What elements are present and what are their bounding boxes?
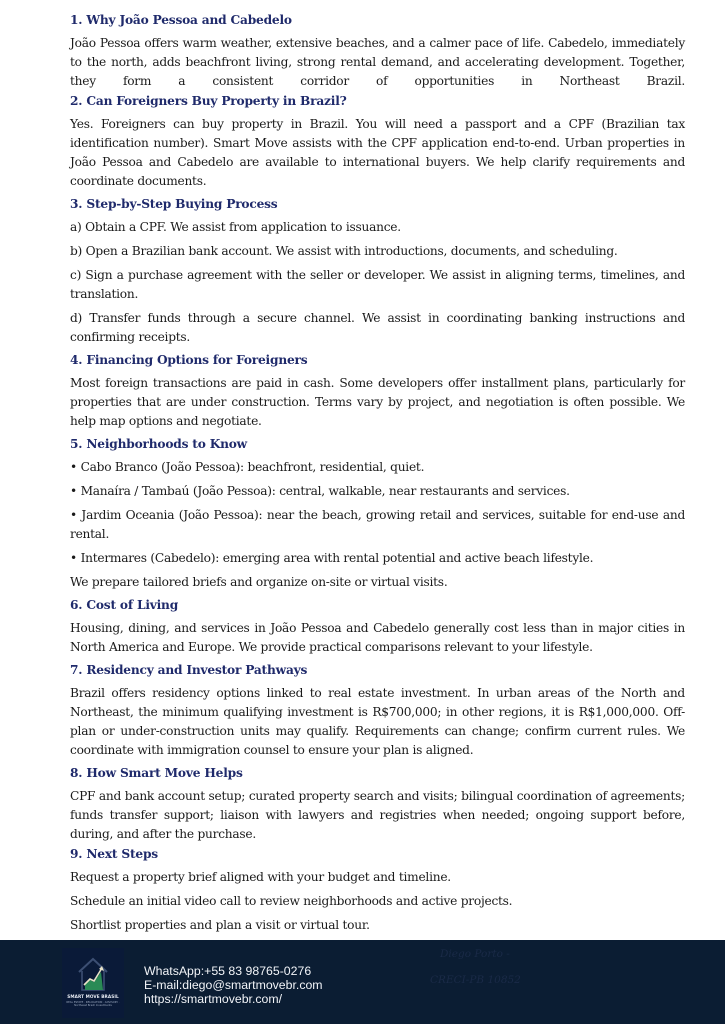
step-item: d) Transfer funds through a secure channel. We assist in coordinating banking instructions and confirming receipts. [70,311,685,344]
step-item: b) Open a Brazilian bank account. We assist with introductions, documents, and scheduling. [70,244,618,258]
section-heading: 5. Neighborhoods to Know [70,437,247,451]
agent-info [430,948,521,986]
section-why-joao-pessoa [70,12,685,91]
next-step-item: Shortlist properties and plan a visit or virtual tour. [70,918,370,932]
section-cost-of-living [70,597,685,657]
logo-tagline: REAL ESTATE · RELOCATION · ADVISORY · Northeast Brazil Investments [66,1001,120,1008]
agent-license: CRECI-PB 10852 [430,974,521,986]
section-paragraph: Yes. Foreigners can buy property in Brazil. You will need a passport and a CPF (Brazilian tax identification number). Smart Move assists with the CPF application end-to-end. Urban properties in João Pessoa and Cabedelo are available to international buyers. We help clarify requirements and coordinate documents. [70,117,685,188]
footer [0,940,725,1024]
section-paragraph: Housing, dining, and services in João Pessoa and Cabedelo generally cost less than in major cities in North America and Europe. We provide practical comparisons relevant to your lifestyle. [70,621,685,654]
neighborhood-item: • Intermares (Cabedelo): emerging area with rental potential and active beach lifestyle. [70,551,594,565]
agent-name: Diego Porto - [440,948,510,960]
section-residency [70,662,685,760]
neighborhood-item: • Jardim Oceania (João Pessoa): near the beach, growing retail and services, suitable for end-use and rental. [70,508,685,541]
section-buying-process [70,196,685,347]
step-item: c) Sign a purchase agreement with the seller or developer. We assist in aligning terms, timelines, and translation. [70,268,685,301]
company-logo [62,948,124,1018]
section-heading: 9. Next Steps [70,847,158,861]
section-how-smart-move-helps [70,765,685,844]
section-heading: 6. Cost of Living [70,598,179,612]
section-next-steps [70,846,685,935]
whatsapp-contact[interactable]: WhatsApp:+55 83 98765-0276 [144,964,312,978]
section-heading: 3. Step-by-Step Buying Process [70,197,278,211]
section-heading: 2. Can Foreigners Buy Property in Brazil? [70,94,347,108]
section-heading: 7. Residency and Investor Pathways [70,663,308,677]
section-paragraph: Most foreign transactions are paid in cash. Some developers offer installment plans, particularly for properties that are under construction. Terms vary by project, and negotiation is often possible. We help map options and negotiate. [70,376,685,428]
section-financing [70,352,685,431]
section-heading: 8. How Smart Move Helps [70,766,243,780]
section-heading: 4. Financing Options for Foreigners [70,353,308,367]
next-step-item: Schedule an initial video call to review neighborhoods and active projects. [70,894,513,908]
section-paragraph: We prepare tailored briefs and organize on-site or virtual visits. [70,575,448,589]
neighborhood-item: • Cabo Branco (João Pessoa): beachfront, residential, quiet. [70,460,425,474]
section-paragraph: CPF and bank account setup; curated property search and visits; bilingual coordination of agreements; funds transfer support; liaison with lawyers and registries when needed; ongoing support before, during, and after the purchase. [70,789,685,841]
section-neighborhoods [70,436,685,592]
house-chart-icon [76,954,110,992]
section-heading: 1. Why João Pessoa and Cabedelo [70,13,292,27]
step-item: a) Obtain a CPF. We assist from application to issuance. [70,220,401,234]
neighborhood-item: • Manaíra / Tambaú (João Pessoa): central, walkable, near restaurants and services. [70,484,570,498]
email-contact[interactable]: E-mail:diego@smartmovebr.com [144,978,323,992]
logo-brand-name: SMART MOVE BRASIL [67,994,119,999]
next-step-item: Request a property brief aligned with your budget and timeline. [70,870,451,884]
contact-info [144,964,323,1006]
section-foreigners-buy [70,93,685,191]
website-link[interactable]: https://smartmovebr.com/ [144,992,283,1006]
section-paragraph: Brazil offers residency options linked to real estate investment. In urban areas of the North and Northeast, the minimum qualifying investment is R$700,000; in other regions, it is R$1,000,000. Off-plan or under-construction units may qualify. Requirements can change; confirm current rules. We coordinate with immigration counsel to ensure your plan is aligned. [70,686,685,757]
section-paragraph: João Pessoa offers warm weather, extensive beaches, and a calmer pace of life. Cabedelo, immediately to the north, adds beachfront living, strong rental demand, and accelerating development. Together, they form a consistent corridor of opportunities in Northeast Brazil. [70,36,685,88]
document-body [70,12,685,940]
